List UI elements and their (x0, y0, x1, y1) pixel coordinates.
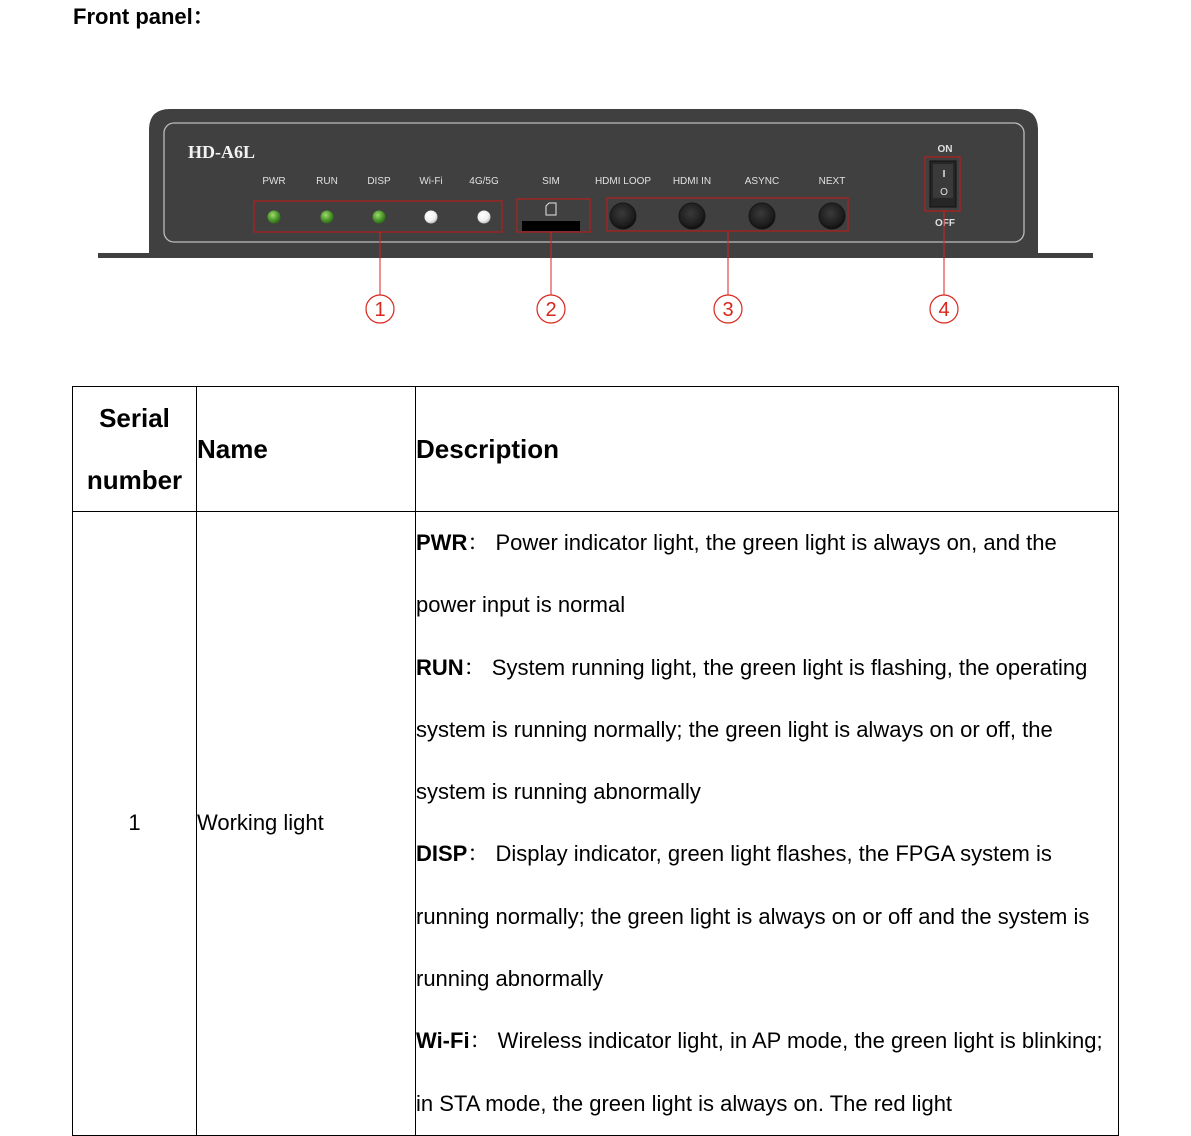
description-key: RUN (416, 654, 464, 680)
description-entry-disp (416, 823, 1118, 1010)
spec-table (72, 386, 1119, 1136)
description-entry-pwr (416, 512, 1118, 637)
button-next[interactable] (819, 203, 845, 229)
button-label-hdmi-loop: HDMI LOOP (594, 176, 652, 187)
button-label-async: ASYNC (744, 176, 780, 187)
description-cell (416, 512, 1119, 1136)
description-key: DISP (416, 841, 468, 867)
led-wi-fi (425, 211, 438, 224)
description-text: ： System running light, the green light is flashing, the operating system is running normally; the green light is always on or off, the system is running abnormally (416, 654, 1088, 805)
indicator-label-4g-5g: 4G/5G (469, 176, 499, 187)
led-4g-5g (478, 211, 491, 224)
switch-on-label: ON (937, 144, 953, 155)
model-label: HD-A6L (188, 142, 255, 162)
front-panel-diagram (0, 0, 1191, 360)
description-key: PWR (416, 530, 468, 555)
indicator-label-pwr: PWR (262, 176, 286, 187)
indicator-label-run: RUN (316, 176, 338, 187)
button-label-hdmi-in: HDMI IN (672, 176, 712, 187)
description-text: ： Display indicator, green light flashes, the FPGA system is running normally; the green light is always on or off and the system is running abnormally (416, 841, 1090, 992)
switch-on-symbol: I (942, 169, 946, 180)
switch-off-label: OFF (935, 218, 955, 229)
button-hdmi-loop[interactable] (610, 203, 636, 229)
section-title: Front panel： (73, 4, 215, 29)
led-pwr (268, 211, 281, 224)
sim-label: SIM (542, 176, 560, 187)
header-description: Description (416, 387, 1119, 512)
callout-number-3: 3 (722, 299, 734, 321)
callout-number-4: 4 (938, 299, 950, 321)
button-label-next: NEXT (818, 176, 846, 187)
callout-number-1: 1 (374, 299, 386, 321)
description-entry-wi-fi (416, 1010, 1118, 1135)
button-hdmi-in[interactable] (679, 203, 705, 229)
button-async[interactable] (749, 203, 775, 229)
switch-off-symbol: O (940, 187, 948, 198)
table-header-row (73, 387, 1119, 512)
description-text: ： Power indicator light, the green light is always on, and the power input is normal (416, 530, 1057, 618)
name-cell: Working light (197, 512, 416, 1136)
description-text: ： Wireless indicator light, in AP mode, the green light is blinking; in STA mode, the green light is always on. The red light (416, 1028, 1103, 1116)
indicator-label-disp: DISP (367, 176, 391, 187)
led-run (321, 211, 334, 224)
table-row (73, 512, 1119, 1136)
description-key: Wi-Fi (416, 1028, 470, 1054)
header-name: Name (197, 387, 416, 512)
description-entry-run (416, 637, 1118, 824)
serial-cell: 1 (73, 512, 197, 1136)
callout-number-2: 2 (545, 299, 557, 321)
header-serial-number: Serial number (73, 387, 197, 512)
sim-slot[interactable] (522, 221, 580, 231)
led-disp (373, 211, 386, 224)
indicator-label-wi-fi: Wi-Fi (419, 176, 443, 187)
